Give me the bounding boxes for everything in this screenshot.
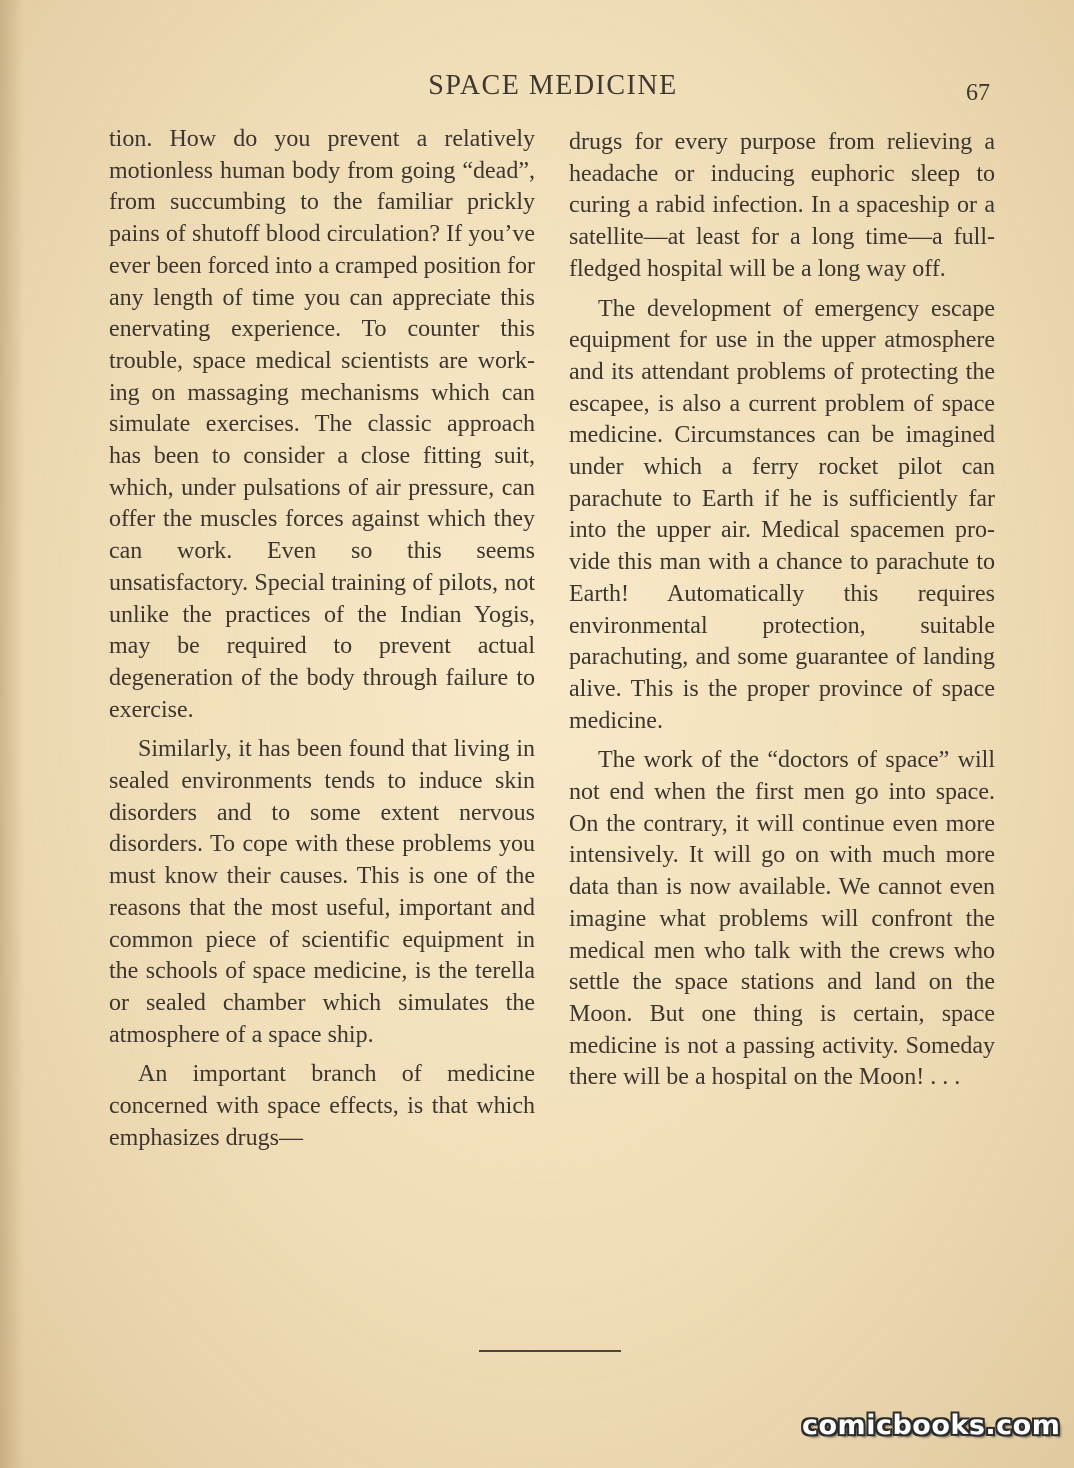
- paragraph: tion. How do you prevent a relatively motionless human body from going “dead”, from succumbing to the familiar prickly pains of shutoff blood circulation? If you’ve ever been forced into a cramped position for any length of time you can appreciate this enervating experience. To counter this trouble, space medical scientists are working on massaging mechanisms which can simulate exercises. The classic approach has been to consider a close fitting suit, which, under pulsations of air pressure, can offer the muscles forces against which they can work. Even so this seems unsatisfactory. Special training of pilots, not unlike the practices of the Indian Yogis, may be required to prevent actual degeneration of the body through failure to exercise.: [109, 126, 535, 723]
- paragraph: Similarly, it has been found that living in sealed environments tends to induce skin disorders and to some extent nervous disorders. To cope with these problems you must know their causes. This is one of the reasons that the most useful, important and common piece of scientific equipment in the schools of space medicine, is the terella or sealed chamber which simulates the atmosphere of a space ship.: [109, 736, 535, 1048]
- watermark-logo: comicbooks.com: [802, 1410, 1061, 1441]
- page-number: 67: [966, 80, 990, 106]
- running-title: SPACE MEDICINE: [428, 70, 678, 101]
- page-edge-shadow: [0, 0, 24, 1468]
- paragraph: An important branch of medicine concerned with space effects, is that which emphasizes drugs—: [109, 1061, 535, 1151]
- end-of-article-rule: [479, 1350, 621, 1352]
- paragraph: The work of the “doctors of space” will not end when the first men go into space. On the contrary, it will continue even more intensively. It will go on with much more data than is now available. We cannot even imagine what problems will confront the medical men who talk with the crews who settle the space stations and land on the Moon. But one thing is certain, space medicine is not a passing activity. Someday there will be a hospital on the Moon! . . .: [569, 747, 995, 1091]
- right-column: [569, 127, 995, 1094]
- page-header: [0, 70, 1074, 110]
- paragraph: The development of emergency escape equipment for use in the upper atmosphere and its attendant problems of protecting the escapee, is also a current problem of space medicine. Circumstances can be imagined under which a ferry rocket pilot can parachute to Earth if he is sufficiently far into the upper air. Medical spacemen provide this man with a chance to parachute to Earth! Automatically this requires environmental protection, suitable parachuting, and some guarantee of landing alive. This is the proper province of space medicine.: [569, 295, 995, 734]
- left-column: [109, 124, 535, 1155]
- paragraph: drugs for every purpose from relieving a headache or inducing euphoric sleep to curing a rabid infection. In a spaceship or a satellite—at least for a long time—a full-fledged hospital will be a long way off.: [569, 129, 995, 282]
